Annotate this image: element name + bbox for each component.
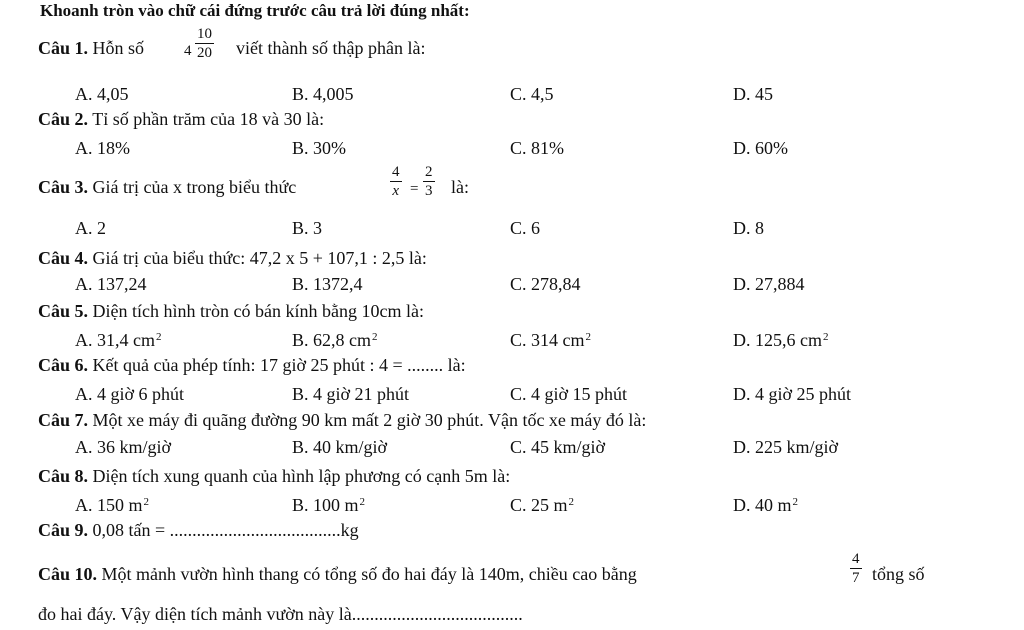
- option-d: D. 60%: [733, 138, 788, 158]
- question-text: Tỉ số phần trăm của 18 và 30 là:: [92, 109, 325, 129]
- fraction-right: [423, 164, 435, 199]
- question-text: Giá trị của x trong biểu thức: [92, 177, 297, 197]
- option-b: B. 100 $m^2$: [292, 495, 366, 515]
- mixed-number-fraction: [195, 26, 214, 61]
- question-text: Diện tích hình tròn có bán kính bằng 10cm là:: [92, 301, 424, 321]
- question-1: [38, 37, 144, 59]
- option-d: D. 8: [733, 218, 764, 238]
- option-c: C. 4 giờ 15 phút: [510, 384, 628, 404]
- fraction-numerator: 4: [852, 551, 860, 567]
- question-label: Câu 10.: [38, 564, 98, 584]
- fraction-numerator: 10: [197, 26, 212, 42]
- question-text-line2: đo hai đáy. Vậy diện tích mảnh vườn này là......................................: [38, 604, 523, 624]
- option-a: A. 2: [75, 218, 106, 238]
- fraction-numerator: 4: [392, 164, 400, 180]
- question-label: Câu 5.: [38, 301, 89, 321]
- option-c: C. 4,5: [510, 84, 554, 104]
- question-9: [38, 519, 359, 541]
- question-text: Một mảnh vườn hình thang có tổng số đo hai đáy là 140m, chiều cao bằng: [101, 564, 637, 584]
- mixed-number-whole: 4: [184, 43, 192, 59]
- question-label: Câu 7.: [38, 410, 89, 430]
- question-label: Câu 3.: [38, 177, 89, 197]
- question-3: [38, 176, 296, 198]
- question-text: Diện tích xung quanh của hình lập phương có cạnh 5m là:: [92, 466, 511, 486]
- option-c: C. 45 km/giờ: [510, 437, 606, 457]
- option-c: C. 6: [510, 218, 541, 238]
- question-text-after: là:: [451, 177, 469, 197]
- option-a: A. 4,05: [75, 84, 129, 104]
- option-a: A. 18%: [75, 138, 130, 158]
- question-8: [38, 465, 510, 487]
- fraction-denominator: 7: [852, 570, 860, 586]
- height-fraction: [850, 551, 862, 586]
- question-10: [38, 563, 637, 585]
- question-text-after: viết thành số thập phân là:: [236, 38, 426, 58]
- question-7: [38, 409, 646, 431]
- option-d: D. 27,884: [733, 274, 805, 294]
- question-label: Câu 6.: [38, 355, 89, 375]
- option-a: A. 150 $m^2$: [75, 495, 149, 515]
- question-label: Câu 1.: [38, 38, 89, 58]
- fraction-denominator: x: [392, 183, 400, 199]
- option-c: C. 278,84: [510, 274, 581, 294]
- option-c: C. 314 $cm^2$: [510, 330, 591, 350]
- option-b: B. 30%: [292, 138, 346, 158]
- option-a: A. 4 giờ 6 phút: [75, 384, 185, 404]
- option-b: B. 62,8 $cm^2$: [292, 330, 378, 350]
- question-label: Câu 2.: [38, 109, 89, 129]
- option-b: B. 40 km/giờ: [292, 437, 388, 457]
- question-label: Câu 4.: [38, 248, 89, 268]
- question-6: [38, 354, 466, 376]
- option-a: A. 31,4 $cm^2$: [75, 330, 162, 350]
- fraction-left: [390, 164, 402, 199]
- option-d: D. 4 giờ 25 phút: [733, 384, 852, 404]
- fraction-denominator: 20: [197, 45, 212, 61]
- question-5: [38, 300, 424, 322]
- question-4: [38, 247, 427, 269]
- option-a: A. 36 km/giờ: [75, 437, 172, 457]
- question-text: Một xe máy đi quãng đường 90 km mất 2 giờ 30 phút. Vận tốc xe máy đó là:: [92, 410, 647, 430]
- option-d: D. 40 $m^2$: [733, 495, 798, 515]
- question-label: Câu 8.: [38, 466, 89, 486]
- option-b: B. 4 giờ 21 phút: [292, 384, 410, 404]
- option-b: B. 3: [292, 218, 323, 238]
- question-text: Kết quả của phép tính: 17 giờ 25 phút : 4 = ........ là:: [92, 355, 466, 375]
- option-c: C. 81%: [510, 138, 564, 158]
- option-b: B. 1372,4: [292, 274, 363, 294]
- option-d: D. 45: [733, 84, 773, 104]
- option-d: D. 225 km/giờ: [733, 437, 839, 457]
- fraction-denominator: 3: [425, 183, 433, 199]
- question-text: 0,08 tấn = ......................................kg: [92, 520, 359, 540]
- question-text-after: tổng số: [872, 564, 925, 584]
- question-label: Câu 9.: [38, 520, 89, 540]
- question-text: Giá trị của biểu thức: 47,2 x 5 + 107,1 : 2,5 là:: [92, 248, 427, 268]
- question-2: [38, 108, 324, 130]
- worksheet-heading: Khoanh tròn vào chữ cái đứng trước câu trả lời đúng nhất:: [40, 1, 470, 20]
- question-text: Hỗn số: [92, 38, 145, 58]
- option-b: B. 4,005: [292, 84, 354, 104]
- option-a: A. 137,24: [75, 274, 147, 294]
- option-c: C. 25 $m^2$: [510, 495, 575, 515]
- fraction-numerator: 2: [425, 164, 433, 180]
- option-d: D. 125,6 $cm^2$: [733, 330, 829, 350]
- equals-sign: =: [410, 181, 419, 197]
